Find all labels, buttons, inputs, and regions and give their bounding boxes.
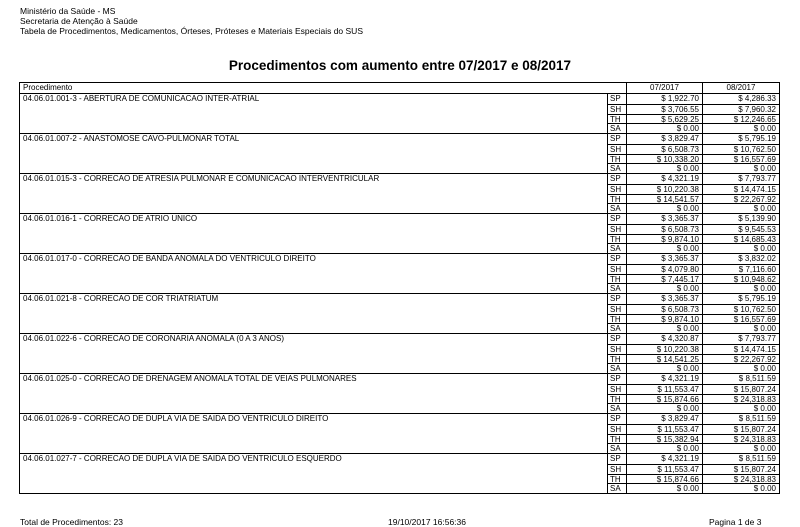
- value-type-code: TH: [607, 155, 626, 164]
- value-row: [607, 334, 779, 344]
- value-row: [607, 254, 779, 264]
- value-row: [607, 454, 779, 464]
- value-type-code: TH: [607, 195, 626, 204]
- value-08-2017: $ 7,960.32: [702, 105, 779, 114]
- value-type-code: SH: [607, 465, 626, 474]
- procedure-name: 04.06.01.007-2 - ANASTOMOSE CAVO-PULMONAR TOTAL: [23, 134, 240, 143]
- value-08-2017: $ 0.00: [702, 404, 779, 413]
- value-08-2017: $ 0.00: [702, 484, 779, 493]
- value-row: [607, 144, 779, 154]
- value-row: [607, 374, 779, 384]
- value-07-2017: $ 7,445.17: [626, 275, 702, 284]
- value-08-2017: $ 15,807.24: [702, 465, 779, 474]
- table-header: [19, 82, 780, 94]
- procedure-name: 04.06.01.021-8 - CORRECAO DE COR TRIATRIATUM: [23, 294, 219, 303]
- value-08-2017: $ 10,948.62: [702, 275, 779, 284]
- procedure-name: 04.06.01.016-1 - CORRECAO DE ATRIO UNICO: [23, 214, 198, 223]
- header-procedure: Procedimento: [23, 83, 73, 92]
- report-header: [20, 6, 363, 36]
- value-08-2017: $ 0.00: [702, 364, 779, 373]
- value-row: [607, 443, 779, 453]
- procedure-block: [19, 134, 780, 174]
- value-row: [607, 283, 779, 293]
- procedure-block: [19, 334, 780, 374]
- value-rows: [607, 174, 779, 213]
- value-07-2017: $ 5,629.25: [626, 115, 702, 124]
- value-08-2017: $ 0.00: [702, 324, 779, 333]
- value-row: [607, 323, 779, 333]
- value-08-2017: $ 15,807.24: [702, 425, 779, 434]
- value-07-2017: $ 15,382.94: [626, 435, 702, 444]
- value-rows: [607, 374, 779, 413]
- procedure-name: 04.06.01.026-9 - CORRECAO DE DUPLA VIA DE SAIDA DO VENTRICULO DIREITO: [23, 414, 329, 423]
- value-07-2017: $ 0.00: [626, 204, 702, 213]
- value-type-code: SH: [607, 305, 626, 314]
- value-type-code: SH: [607, 105, 626, 114]
- value-08-2017: $ 10,762.50: [702, 145, 779, 154]
- value-type-code: TH: [607, 235, 626, 244]
- value-07-2017: $ 11,553.47: [626, 385, 702, 394]
- value-07-2017: $ 0.00: [626, 284, 702, 293]
- value-row: [607, 363, 779, 373]
- value-07-2017: $ 9,874.10: [626, 315, 702, 324]
- value-row: [607, 403, 779, 413]
- report-title: Procedimentos com aumento entre 07/2017 e 08/2017: [228, 58, 572, 73]
- value-type-code: SH: [607, 345, 626, 354]
- value-08-2017: $ 4,286.33: [702, 94, 779, 104]
- value-08-2017: $ 5,139.90: [702, 214, 779, 224]
- table-body: [19, 94, 780, 494]
- value-rows: [607, 94, 779, 133]
- procedure-name: 04.06.01.017-0 - CORRECAO DE BANDA ANOMALA DO VENTRICULO DIREITO: [23, 254, 316, 263]
- value-type-code: TH: [607, 115, 626, 124]
- value-08-2017: $ 7,793.77: [702, 334, 779, 344]
- procedure-block: [19, 414, 780, 454]
- value-type-code: SP: [607, 134, 626, 144]
- value-row: [607, 94, 779, 104]
- value-row: [607, 123, 779, 133]
- value-type-code: SH: [607, 185, 626, 194]
- header-col-08-2017: 08/2017: [702, 83, 779, 93]
- value-type-code: SH: [607, 225, 626, 234]
- value-row: [607, 154, 779, 164]
- value-rows: [607, 134, 779, 173]
- value-type-code: SP: [607, 414, 626, 424]
- value-08-2017: $ 15,807.24: [702, 385, 779, 394]
- value-08-2017: $ 0.00: [702, 164, 779, 173]
- value-08-2017: $ 14,474.15: [702, 345, 779, 354]
- value-row: [607, 134, 779, 144]
- value-type-code: SA: [607, 364, 626, 373]
- procedure-block: [19, 94, 780, 134]
- value-07-2017: $ 3,706.55: [626, 105, 702, 114]
- value-07-2017: $ 3,365.37: [626, 254, 702, 264]
- value-type-code: SH: [607, 425, 626, 434]
- value-07-2017: $ 1,922.70: [626, 94, 702, 104]
- value-07-2017: $ 14,541.25: [626, 355, 702, 364]
- value-08-2017: $ 0.00: [702, 204, 779, 213]
- value-07-2017: $ 10,338.20: [626, 155, 702, 164]
- value-07-2017: $ 9,874.10: [626, 235, 702, 244]
- value-07-2017: $ 15,874.66: [626, 475, 702, 484]
- value-type-code: SA: [607, 324, 626, 333]
- value-row: [607, 214, 779, 224]
- value-type-code: TH: [607, 315, 626, 324]
- value-row: [607, 384, 779, 394]
- value-07-2017: $ 11,553.47: [626, 425, 702, 434]
- value-rows: [607, 454, 779, 493]
- procedures-table: [19, 82, 780, 494]
- value-row: [607, 203, 779, 213]
- value-08-2017: $ 24,318.83: [702, 475, 779, 484]
- value-08-2017: $ 7,793.77: [702, 174, 779, 184]
- value-08-2017: $ 16,557.69: [702, 315, 779, 324]
- procedure-name: 04.06.01.015-3 - CORRECAO DE ATRESIA PULMONAR E COMUNICACAO INTERVENTRICULAR: [23, 174, 380, 183]
- value-row: [607, 394, 779, 404]
- value-type-code: SP: [607, 294, 626, 304]
- value-08-2017: $ 8,511.59: [702, 374, 779, 384]
- procedure-name: 04.06.01.022-6 - CORRECAO DE CORONARIA ANOMALA (0 A 3 ANOS): [23, 334, 284, 343]
- value-07-2017: $ 3,365.37: [626, 214, 702, 224]
- value-07-2017: $ 0.00: [626, 244, 702, 253]
- value-type-code: SP: [607, 254, 626, 264]
- page-indicator: Pagina 1 de 3: [709, 517, 762, 527]
- value-08-2017: $ 0.00: [702, 444, 779, 453]
- value-07-2017: $ 4,320.87: [626, 334, 702, 344]
- value-row: [607, 434, 779, 444]
- value-07-2017: $ 4,321.19: [626, 374, 702, 384]
- value-row: [607, 264, 779, 274]
- value-08-2017: $ 8,511.59: [702, 414, 779, 424]
- value-row: [607, 234, 779, 244]
- value-type-code: TH: [607, 475, 626, 484]
- value-08-2017: $ 12,246.65: [702, 115, 779, 124]
- value-07-2017: $ 6,508.73: [626, 225, 702, 234]
- value-row: [607, 114, 779, 124]
- value-07-2017: $ 15,874.66: [626, 395, 702, 404]
- procedure-block: [19, 174, 780, 214]
- value-08-2017: $ 16,557.69: [702, 155, 779, 164]
- value-type-code: SP: [607, 94, 626, 104]
- value-08-2017: $ 22,267.92: [702, 195, 779, 204]
- value-type-code: SP: [607, 454, 626, 464]
- value-row: [607, 224, 779, 234]
- value-row: [607, 314, 779, 324]
- header-col-07-2017: 07/2017: [626, 83, 702, 93]
- value-row: [607, 414, 779, 424]
- value-row: [607, 294, 779, 304]
- value-08-2017: $ 0.00: [702, 124, 779, 133]
- value-rows: [607, 214, 779, 253]
- procedure-name: 04.06.01.025-0 - CORRECAO DE DRENAGEM ANOMALA TOTAL DE VEIAS PULMONARES: [23, 374, 357, 383]
- value-07-2017: $ 4,321.19: [626, 174, 702, 184]
- value-type-code: SA: [607, 244, 626, 253]
- value-rows: [607, 334, 779, 373]
- value-type-code: SA: [607, 204, 626, 213]
- secretariat-line: Secretaria de Atenção à Saúde: [20, 16, 138, 26]
- value-08-2017: $ 14,685.43: [702, 235, 779, 244]
- value-07-2017: $ 4,079.80: [626, 265, 702, 274]
- value-07-2017: $ 0.00: [626, 124, 702, 133]
- value-08-2017: $ 3,832.02: [702, 254, 779, 264]
- value-row: [607, 464, 779, 474]
- procedure-block: [19, 214, 780, 254]
- value-row: [607, 194, 779, 204]
- value-row: [607, 174, 779, 184]
- value-07-2017: $ 14,541.57: [626, 195, 702, 204]
- value-rows: [607, 294, 779, 333]
- value-07-2017: $ 3,829.47: [626, 134, 702, 144]
- value-row: [607, 344, 779, 354]
- value-type-code: SP: [607, 214, 626, 224]
- value-row: [607, 184, 779, 194]
- value-type-code: SP: [607, 374, 626, 384]
- value-08-2017: $ 24,318.83: [702, 395, 779, 404]
- value-08-2017: $ 24,318.83: [702, 435, 779, 444]
- value-08-2017: $ 8,511.59: [702, 454, 779, 464]
- value-08-2017: $ 10,762.50: [702, 305, 779, 314]
- value-type-code: TH: [607, 355, 626, 364]
- value-07-2017: $ 0.00: [626, 404, 702, 413]
- value-rows: [607, 414, 779, 453]
- value-07-2017: $ 10,220.38: [626, 185, 702, 194]
- value-type-code: SP: [607, 174, 626, 184]
- value-07-2017: $ 0.00: [626, 484, 702, 493]
- value-row: [607, 304, 779, 314]
- value-08-2017: $ 14,474.15: [702, 185, 779, 194]
- value-07-2017: $ 0.00: [626, 364, 702, 373]
- value-type-code: SA: [607, 164, 626, 173]
- value-08-2017: $ 0.00: [702, 284, 779, 293]
- value-08-2017: $ 22,267.92: [702, 355, 779, 364]
- ministry-line: Ministério da Saúde - MS: [20, 6, 116, 16]
- value-type-code: SH: [607, 145, 626, 154]
- value-08-2017: $ 9,545.53: [702, 225, 779, 234]
- value-row: [607, 243, 779, 253]
- value-row: [607, 104, 779, 114]
- procedure-block: [19, 254, 780, 294]
- value-08-2017: $ 0.00: [702, 244, 779, 253]
- value-type-code: TH: [607, 275, 626, 284]
- value-rows: [607, 254, 779, 293]
- value-07-2017: $ 4,321.19: [626, 454, 702, 464]
- value-07-2017: $ 6,508.73: [626, 145, 702, 154]
- value-type-code: SA: [607, 124, 626, 133]
- value-row: [607, 483, 779, 493]
- value-row: [607, 474, 779, 484]
- procedure-block: [19, 454, 780, 494]
- generated-timestamp: 19/10/2017 16:56:36: [388, 517, 466, 527]
- procedure-name: 04.06.01.027-7 - CORRECAO DE DUPLA VIA DE SAIDA DO VENTRICULO ESQUERDO: [23, 454, 342, 463]
- value-type-code: SA: [607, 444, 626, 453]
- value-type-code: SA: [607, 284, 626, 293]
- value-type-code: TH: [607, 395, 626, 404]
- value-07-2017: $ 11,553.47: [626, 465, 702, 474]
- value-07-2017: $ 3,829.47: [626, 414, 702, 424]
- value-08-2017: $ 5,795.19: [702, 294, 779, 304]
- value-07-2017: $ 0.00: [626, 324, 702, 333]
- value-07-2017: $ 6,508.73: [626, 305, 702, 314]
- value-row: [607, 274, 779, 284]
- value-08-2017: $ 5,795.19: [702, 134, 779, 144]
- value-08-2017: $ 7,116.60: [702, 265, 779, 274]
- value-07-2017: $ 0.00: [626, 444, 702, 453]
- value-row: [607, 354, 779, 364]
- value-type-code: SH: [607, 265, 626, 274]
- value-row: [607, 163, 779, 173]
- value-07-2017: $ 10,220.38: [626, 345, 702, 354]
- value-row: [607, 424, 779, 434]
- value-type-code: TH: [607, 435, 626, 444]
- procedure-block: [19, 294, 780, 334]
- value-07-2017: $ 3,365.37: [626, 294, 702, 304]
- value-type-code: SA: [607, 484, 626, 493]
- value-type-code: SH: [607, 385, 626, 394]
- procedure-name: 04.06.01.001-3 - ABERTURA DE COMUNICACAO INTER-ATRIAL: [23, 94, 260, 103]
- table-name-line: Tabela de Procedimentos, Medicamentos, Órteses, Próteses e Materiais Especiais do SUS: [20, 26, 363, 36]
- value-type-code: SP: [607, 334, 626, 344]
- total-procedures: Total de Procedimentos: 23: [20, 517, 124, 527]
- procedure-block: [19, 374, 780, 414]
- value-07-2017: $ 0.00: [626, 164, 702, 173]
- value-type-code: SA: [607, 404, 626, 413]
